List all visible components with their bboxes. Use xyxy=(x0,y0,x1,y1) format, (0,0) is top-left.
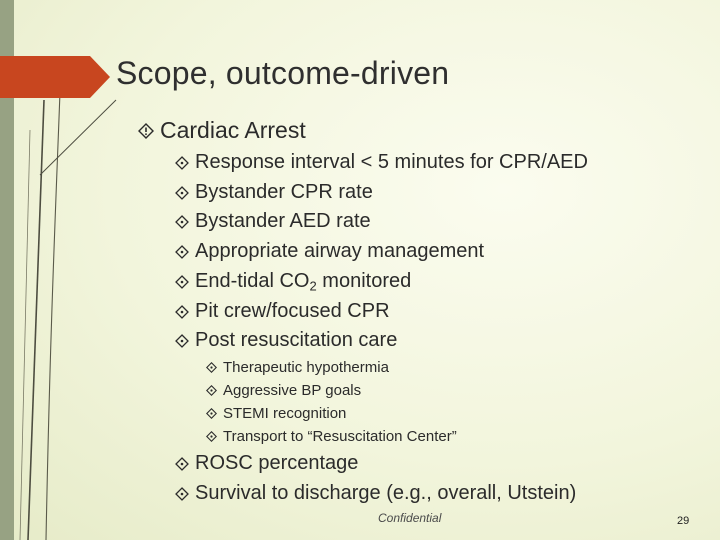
bullet-rosc-percentage xyxy=(175,452,358,475)
bullet-post-resuscitation xyxy=(175,329,397,352)
diamond-icon xyxy=(175,275,189,289)
bullet-label: Appropriate airway management xyxy=(195,240,485,262)
diamond-icon xyxy=(175,457,189,471)
diamond-icon xyxy=(175,186,189,200)
bullet-label: STEMI recognition xyxy=(223,405,347,422)
diamond-icon xyxy=(206,431,217,442)
diamond-icon xyxy=(175,245,189,259)
bullet-bystander-aed xyxy=(175,210,371,233)
diamond-icon xyxy=(175,305,189,319)
bullet-response-interval xyxy=(175,151,588,174)
bullet-label: End-tidal $CO_2$ monitored xyxy=(195,270,412,294)
diamond-icon xyxy=(206,385,217,396)
bullet-end-tidal-co2 xyxy=(175,270,411,293)
bullet-label: Post resuscitation care xyxy=(195,329,398,351)
bullet-bp-goals xyxy=(206,382,361,399)
bullet-label: Survival to discharge (e.g., overall, Utstein) xyxy=(195,482,577,504)
page-number: 29 xyxy=(677,515,690,527)
bullet-label: Transport to “Resuscitation Center” xyxy=(223,428,457,445)
bullet-transport-center xyxy=(206,428,457,445)
slide-title: Scope, outcome-driven xyxy=(116,55,450,91)
diamond-icon xyxy=(206,362,217,373)
footer-confidential: Confidential xyxy=(378,511,442,525)
diamond-icon xyxy=(175,334,189,348)
diamond-exclamation-icon xyxy=(138,123,154,139)
bullet-therapeutic-hypothermia xyxy=(206,359,389,376)
bullet-label: Response interval < 5 minutes for CPR/AED xyxy=(195,151,588,173)
bullet-label: Therapeutic hypothermia xyxy=(223,359,389,376)
diamond-icon xyxy=(175,215,189,229)
bullet-label: Bystander CPR rate xyxy=(195,181,373,203)
bullet-bystander-cpr xyxy=(175,181,373,204)
title-arrow-shape xyxy=(0,56,110,98)
bullet-label: ROSC percentage xyxy=(195,452,359,474)
diamond-icon xyxy=(206,408,217,419)
bullet-stemi-recognition xyxy=(206,405,346,422)
bullet-cardiac-arrest xyxy=(138,117,306,144)
bullet-label: Pit crew/focused CPR xyxy=(195,300,390,322)
diamond-icon xyxy=(175,156,189,170)
bullet-label: Aggressive BP goals xyxy=(223,382,362,399)
bullet-label: Cardiac Arrest xyxy=(160,117,306,143)
bullet-airway-management xyxy=(175,240,484,263)
bullet-pit-crew-cpr xyxy=(175,300,390,323)
diamond-icon xyxy=(175,487,189,501)
bullet-label: Bystander AED rate xyxy=(195,210,371,232)
bullet-survival-discharge xyxy=(175,482,576,505)
